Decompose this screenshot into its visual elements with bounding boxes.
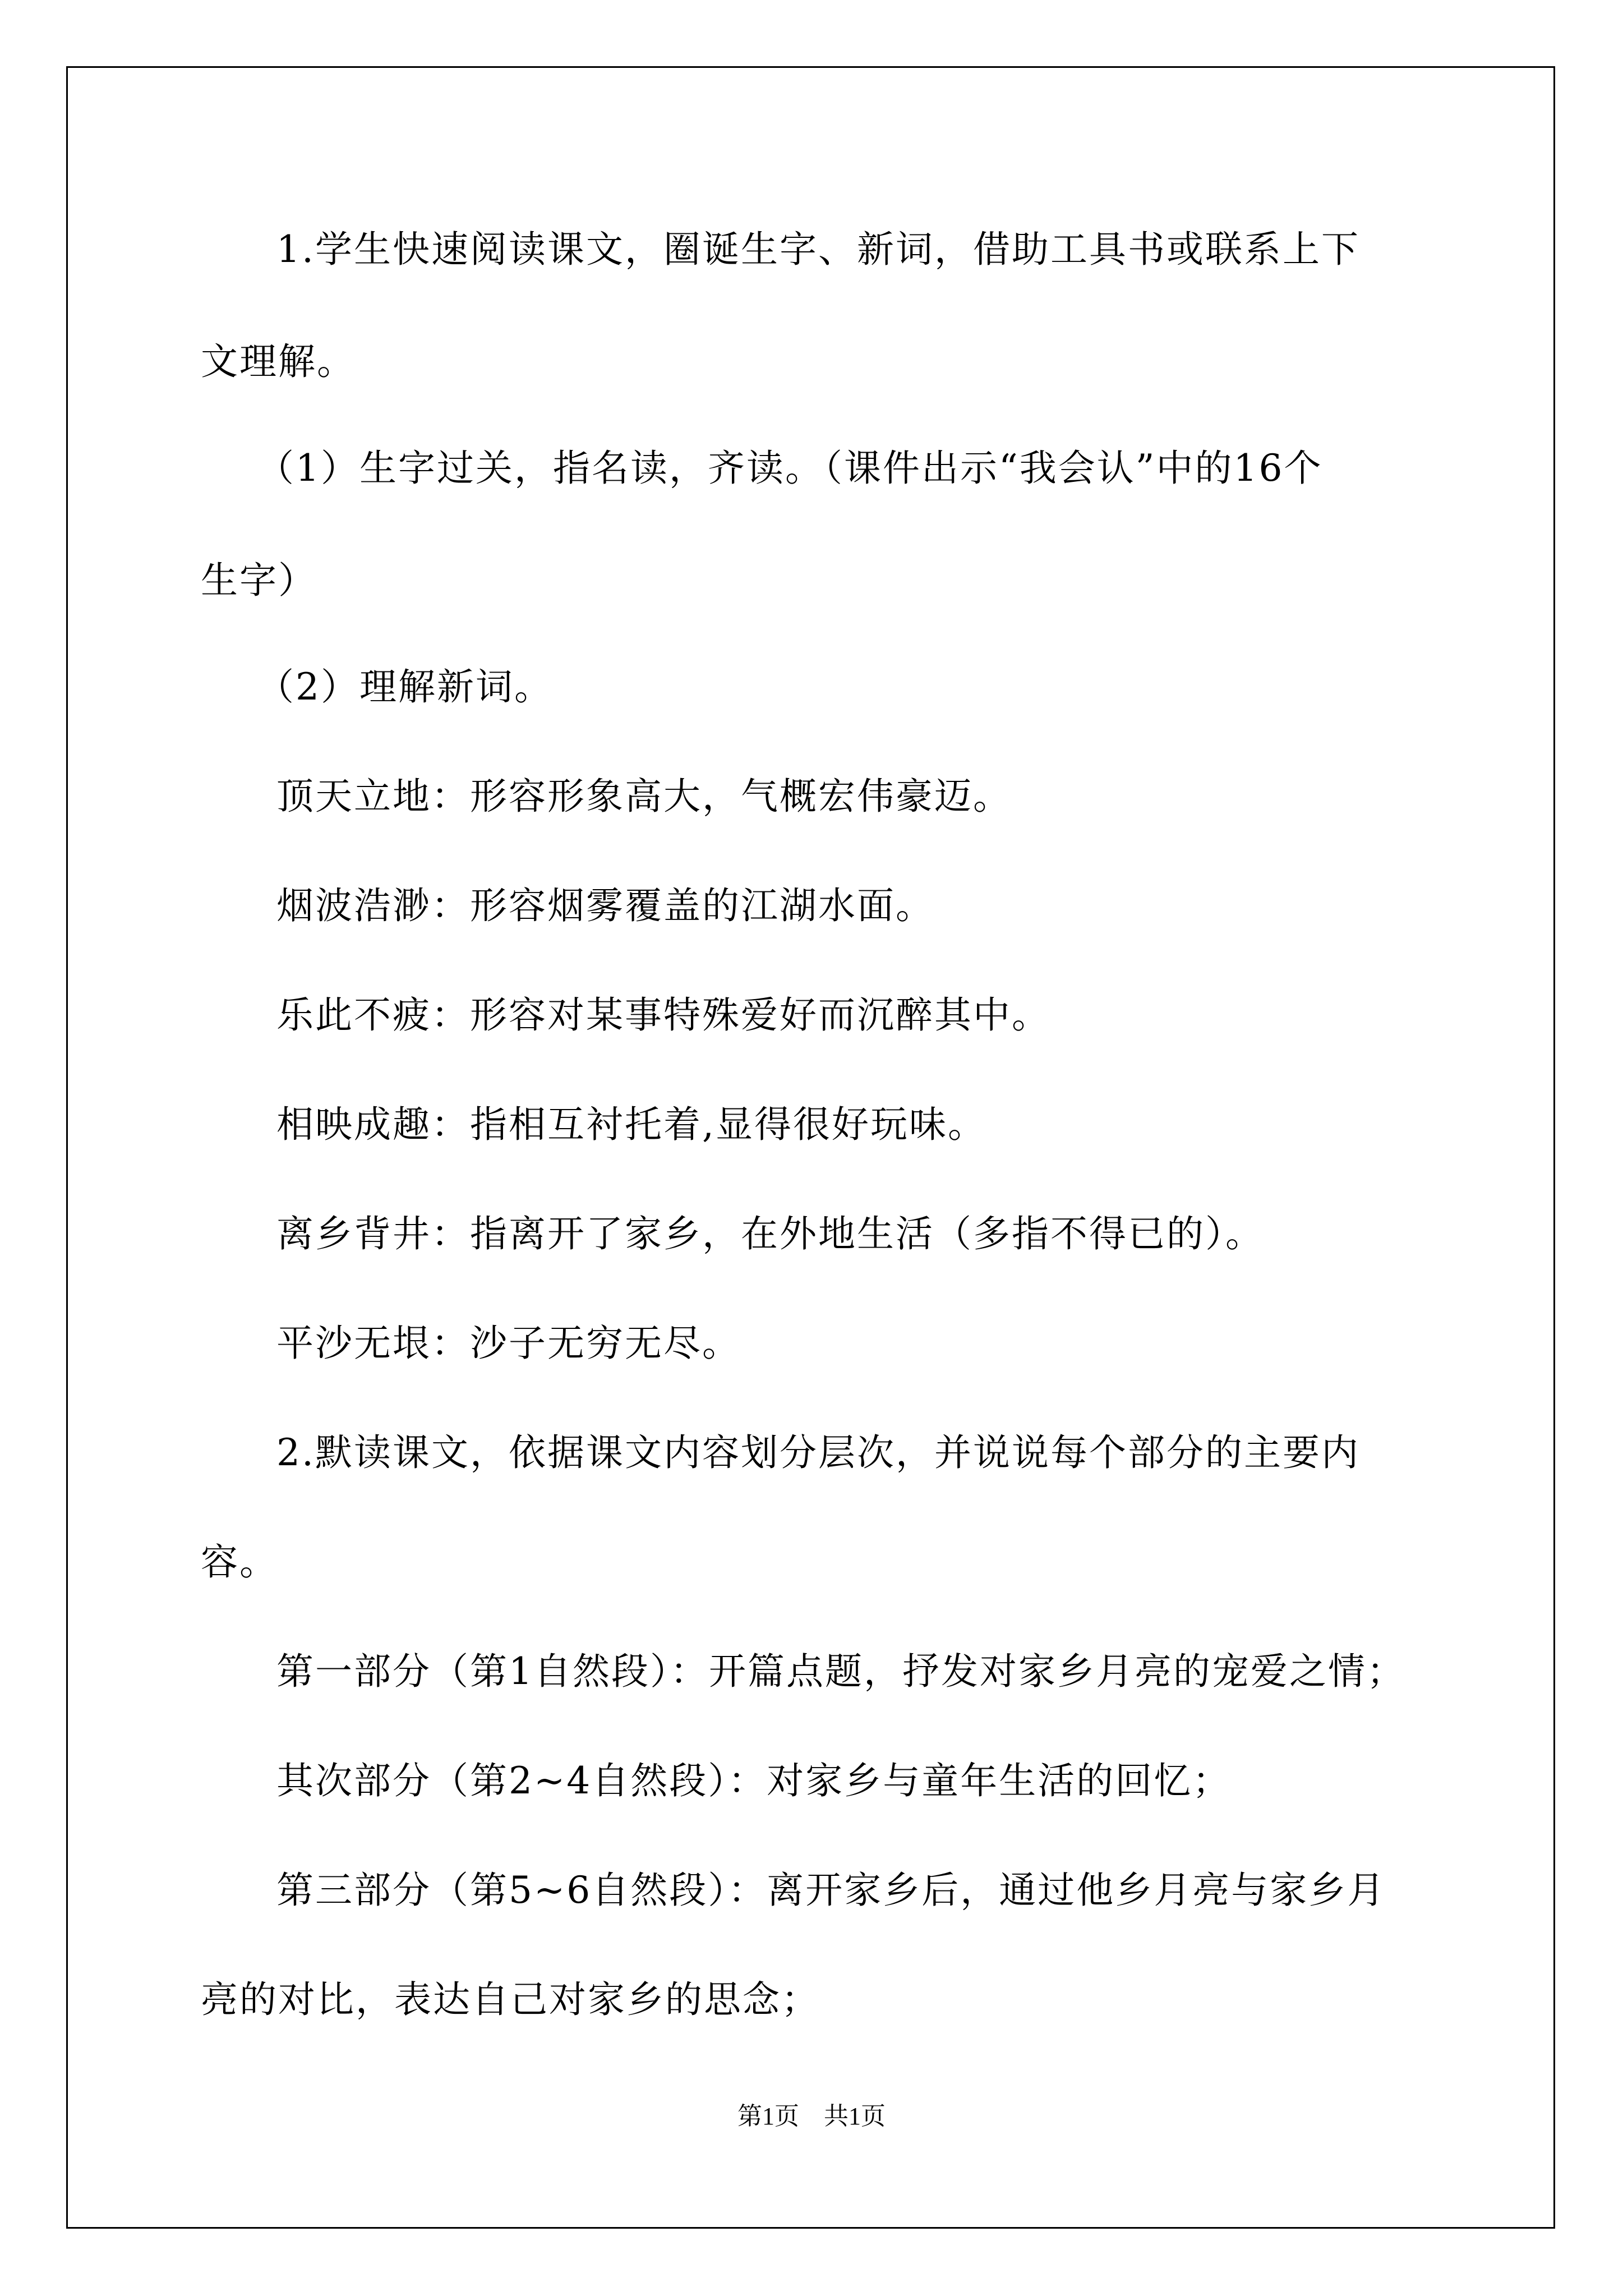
- paragraph-line: 容。: [201, 1540, 278, 1584]
- paragraph-line: 生字）: [201, 559, 317, 602]
- page-number-footer: 第1页 共1页: [737, 2102, 886, 2130]
- paragraph-line: 亮的对比，表达自己对家乡的思念；: [201, 1978, 820, 2021]
- paragraph-line: 顶天立地：形容形象高大，气概宏伟豪迈。: [276, 775, 1012, 818]
- paragraph-line: 相映成趣：指相互衬托着,显得很好玩味。: [276, 1103, 986, 1146]
- paragraph-line: 烟波浩渺：形容烟雾覆盖的江湖水面。: [276, 884, 934, 927]
- paragraph-line: 其次部分（第2~4自然段）：对家乡与童年生活的回忆；: [276, 1759, 1232, 1802]
- paragraph-line: 1.学生快速阅读课文，圈诞生字、新词，借助工具书或联系上下: [276, 228, 1360, 271]
- paragraph-line: 离乡背井：指离开了家乡，在外地生活（多指不得已的）。: [276, 1212, 1264, 1255]
- paragraph-line: 第一部分（第1自然段）：开篇点题，抒发对家乡月亮的宠爱之情；: [276, 1650, 1405, 1693]
- paragraph-line: 平沙无垠：沙子无穷无尽。: [276, 1322, 741, 1365]
- paragraph-line: 乐此不疲：形容对某事特殊爱好而沉醉其中。: [276, 993, 1050, 1037]
- paragraph-line: （2）理解新词。: [257, 665, 553, 708]
- paragraph-line: （1）生字过关，指名读，齐读。（课件出示“我会认”中的16个: [257, 447, 1323, 490]
- paragraph-line: 文理解。: [201, 340, 356, 383]
- paragraph-line: 2.默读课文，依据课文内容划分层次，并说说每个部分的主要内: [276, 1431, 1360, 1474]
- paragraph-line: 第三部分（第5~6自然段）：离开家乡后，通过他乡月亮与家乡月: [276, 1869, 1386, 1912]
